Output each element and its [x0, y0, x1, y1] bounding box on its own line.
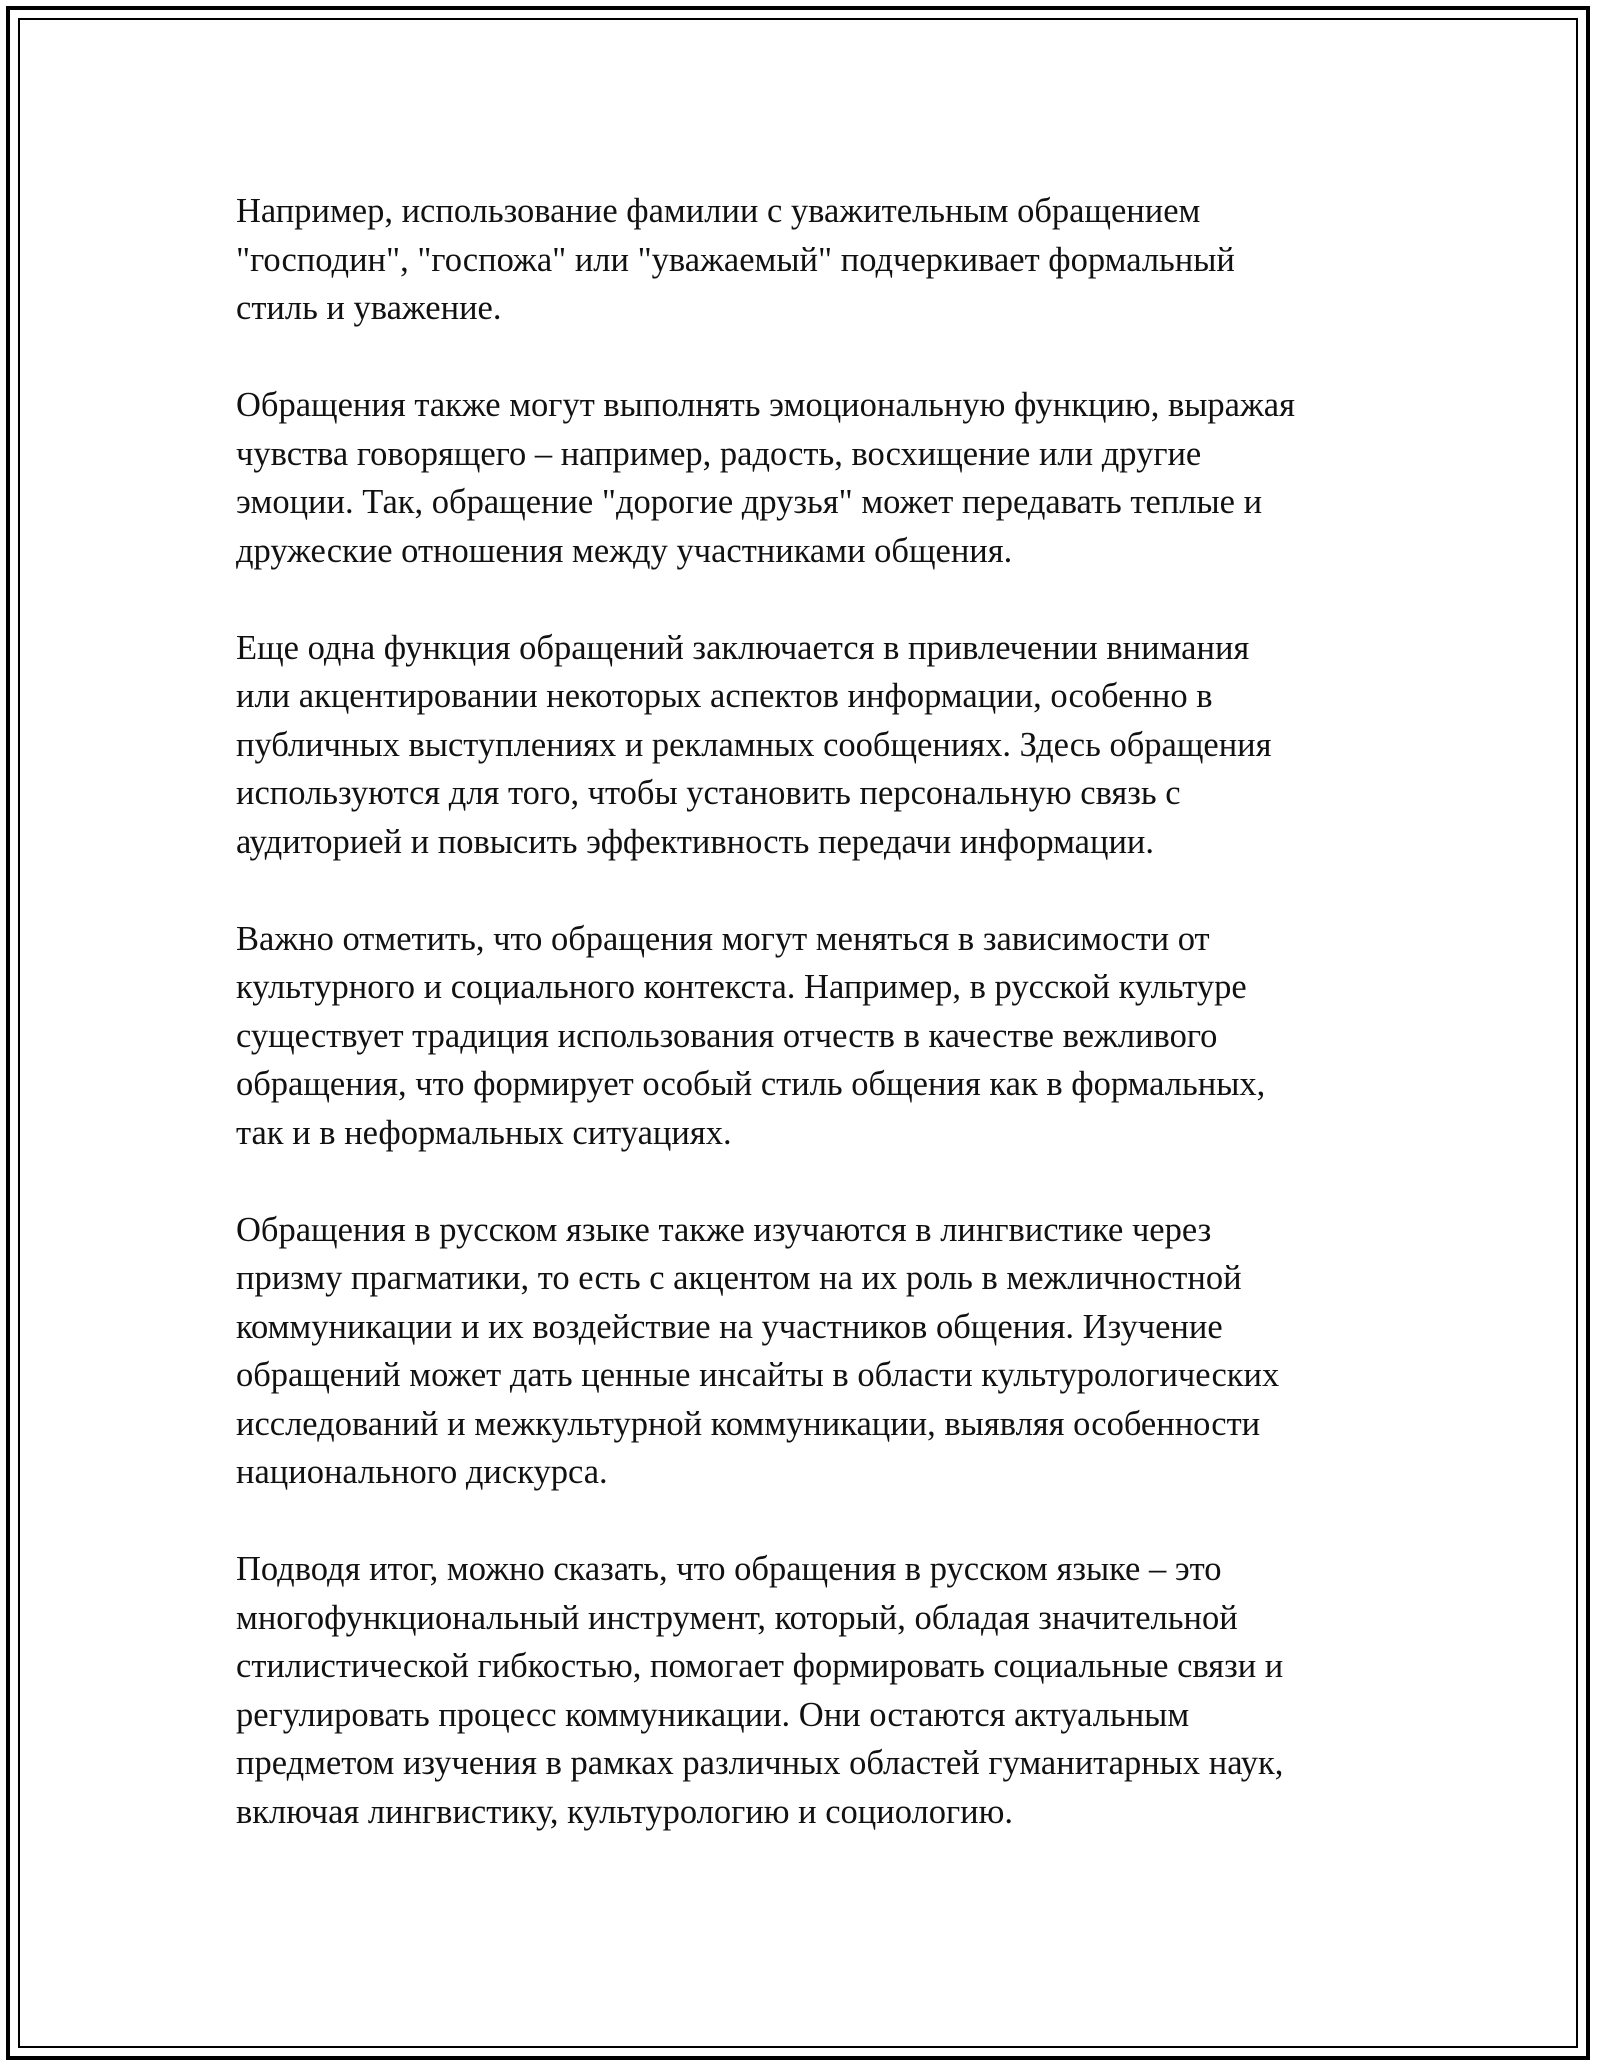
text-line: Обращения в русском языке также изучаются в лингвистике через: [236, 1210, 1212, 1249]
text-line: регулировать процесс коммуникации. Они остаются актуальным: [236, 1695, 1190, 1734]
text-line: публичных выступлениях и рекламных сообщениях. Здесь обращения: [236, 725, 1272, 764]
text-line: культурного и социального контекста. Например, в русской культуре: [236, 968, 1247, 1006]
text-line: Еще одна функция обращений заключается в привлечении внимания: [236, 628, 1250, 667]
text-line: чувства говорящего – например, радость, восхищение или другие: [236, 434, 1202, 473]
text-line: коммуникации и их воздействие на участников общения. Изучение: [236, 1307, 1223, 1346]
text-line: обращений может дать ценные инсайты в области культурологических: [236, 1356, 1280, 1394]
text-line: стилистической гибкостью, помогает формировать социальные связи и: [236, 1647, 1284, 1685]
text-line: существует традиция использования отчеств в качестве вежливого: [236, 1016, 1218, 1055]
text-line: Например, использование фамилии с уважительным обращением: [236, 192, 1201, 230]
text-line: стиль и уважение.: [236, 289, 502, 327]
text-line: аудиторией и повысить эффективность передачи информации.: [236, 822, 1154, 861]
text-line: многофункциональный инструмент, который, обладая значительной: [236, 1598, 1238, 1637]
text-line: используются для того, чтобы установить персональную связь с: [236, 774, 1181, 812]
paragraph-attention-function: [236, 624, 1386, 867]
text-line: Подводя итог, можно сказать, что обращения в русском языке – это: [236, 1550, 1222, 1588]
text-line: или акцентировании некоторых аспектов информации, особенно в: [236, 677, 1213, 715]
document-body: [236, 187, 1386, 1885]
text-line: эмоции. Так, обращение "дорогие друзья" может передавать теплые и: [236, 483, 1263, 521]
text-line: обращения, что формирует особый стиль общения как в формальных,: [236, 1065, 1266, 1103]
paragraph-cultural-context: [236, 915, 1386, 1158]
paragraph-emotional-function: [236, 381, 1386, 575]
paragraph-conclusion: [236, 1545, 1386, 1836]
text-line: "господин", "госпожа" или "уважаемый" подчеркивает формальный: [236, 240, 1235, 279]
text-line: призму прагматики, то есть с акцентом на их роль в межличностной: [236, 1259, 1242, 1297]
text-line: предметом изучения в рамках различных областей гуманитарных наук,: [236, 1744, 1284, 1782]
paragraph-forms-of-address: [236, 187, 1386, 333]
text-line: Важно отметить, что обращения могут меняться в зависимости от: [236, 919, 1210, 958]
text-line: дружеские отношения между участниками общения.: [236, 531, 1013, 570]
text-line: национального дискурса.: [236, 1453, 608, 1491]
paragraph-pragmatics: [236, 1206, 1386, 1497]
text-line: так и в неформальных ситуациях.: [236, 1113, 732, 1152]
text-line: Обращения также могут выполнять эмоциональную функцию, выражая: [236, 386, 1295, 424]
text-line: включая лингвистику, культурологию и социологию.: [236, 1792, 1013, 1831]
text-line: исследований и межкультурной коммуникации, выявляя особенности: [236, 1404, 1261, 1443]
